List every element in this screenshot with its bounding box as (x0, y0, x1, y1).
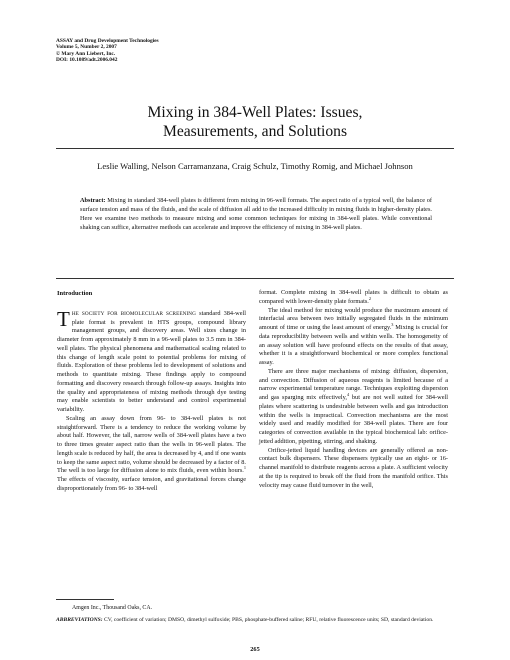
abstract-label: Abstract: (80, 197, 106, 204)
intro-paragraph-6: Orifice-jetted liquid handling devices are generally offered as non-contact bulk dispensers. These dispensers typically use an eight- or 16-channel manifold to distribute reagents across a plate. A sufficient velocity at the tip is required to break off the fluid from the manifold orifice. This velocity may cause fluid turnover in the well, (259, 446, 448, 489)
small-caps-text: HE SOCIETY FOR BIOMOLECULAR SCREENING (71, 310, 196, 317)
page-number: 265 (250, 646, 260, 653)
intro-paragraph-3-text: format. Complete mixing in 384-well plates is difficult to obtain as compared with lower-density plate formats. (259, 289, 448, 305)
abstract-text: Mixing in standard 384-well plates is different from mixing in 96-well formats. The aspect ratio of a typical well, the balance of surface tension and mass of the fluids, and the scale of diffusion all add to the increased difficulty in mixing fluids in higher-density plates. Here we examine two methods to measure mixing and some common techniques for mixing in 384-well plates. While conventional shaking can suffice, alternative methods can accelerate and improve the efficiency of mixing in 384-well plates. (80, 197, 432, 231)
intro-paragraph-5 (259, 368, 448, 447)
title-line-2: Measurements, and Solutions (162, 123, 348, 140)
reference-2: 2 (368, 295, 372, 301)
intro-paragraph-3 (259, 289, 448, 307)
reference-3: 3 (391, 321, 394, 327)
abstract (80, 197, 432, 233)
drop-cap: T (57, 306, 70, 331)
intro-heading: Introduction (57, 290, 93, 297)
intro-paragraph-2-tail: The effects of viscosity, surface tension, and gravitational forces change disproportionately from 96- to 384-well (57, 476, 246, 492)
right-column (259, 289, 448, 490)
article-title (60, 103, 450, 141)
abstract-divider (56, 278, 454, 279)
journal-info (56, 38, 256, 63)
intro-paragraph-2 (57, 415, 246, 494)
title-line-1: Mixing in 384-Well Plates: Issues, (147, 104, 363, 121)
intro-paragraph-1 (57, 306, 246, 415)
reference-1: 1 (243, 465, 246, 471)
abbreviations (56, 617, 454, 624)
intro-paragraph-4-text: The ideal method for mixing would produce the maximum amount of interfacial area between two initially segregated fluids in the minimum amount of time or using the least amount of energy. (259, 306, 448, 331)
author-list: Leslie Walling, Nelson Carramanzana, Craig Schulz, Timothy Romig, and Michael Johnson (97, 161, 413, 171)
journal-copyright: © Mary Ann Liebert, Inc. (56, 50, 116, 57)
intro-paragraph-1-text: standard 384-well plate format is prevalent in HTS groups, compound library management groups, and discovery areas. Well sizes change in diameter from approximately 8 mm in a 96-well plates to 3.5 mm in 384-well plates. The physical phenomena and mathematical scaling related to this change of length scale point to potential problems for mixing of fluids. Exploration of these problems led to development of solutions and methods to quantitate mixing. These findings apply to compound formatting and discovery research through follow-up assays. Insights into the quality and appropriateness of mixing methods through dye testing may enable scientists to better understand and control experimental variability. (57, 309, 246, 413)
left-column (57, 290, 246, 494)
intro-paragraph-2-text: Scaling an assay down from 96- to 384-well plates is not straightforward. There is a tendency to reduce the working volume by about half. However, the tall, narrow wells of 384-well plates have a two to three times greater aspect ratio than the wells in 96-well plates. The length scale is reduced by half, the area is decreased by 4, and if one wants to keep the same aspect ratio, volume should be decreased by a factor of 8. The well is too large for diffusion alone to mix fluids, even within hours. (57, 414, 246, 475)
intro-paragraph-4-tail: Mixing is crucial for data reproducibility between wells and within wells. The homogeneity of an assay solution will have profound effects on the results of that assay, whether it is a straightforward biochemical or more complex functional assay. (259, 324, 448, 366)
journal-doi: DOI: 10.1089/adt.2006.042 (56, 56, 118, 63)
title-divider (56, 148, 454, 149)
journal-name: ASSAY and Drug Development Technologies (56, 38, 159, 44)
affiliation: Amgen Inc., Thousand Oaks, CA. (72, 605, 153, 611)
intro-paragraph-5-tail: but are not well suited for 384-well plates where scattering is undesirable between wells and gas introduction within the wells is impractical. Convection mechanisms are the most widely used and readily modified for 384-well plates. There are four categories of convection available in the typical biochemical lab: orifice-jetted addition, pipetting, stirring, and shaking. (259, 394, 448, 445)
abbreviations-label: ABBREVIATIONS: (56, 617, 103, 623)
intro-paragraph-5-text: There are three major mechanisms of mixing: diffusion, dispersion, and convection. Diffusion of aqueous reagents is limited because of a narrow experimental temperature range. Techniques exploiting dispersion and gas sparging mix effectively, (259, 367, 448, 401)
abbreviations-text: CV, coefficient of variation; DMSO, dimethyl sulfoxide; PBS, phosphate-buffered saline; RFU, relative fluorescence units; SD, standard deviation. (102, 617, 434, 623)
journal-volume: Volume 5, Number 2, 2007 (56, 44, 117, 51)
intro-paragraph-4 (259, 307, 448, 368)
reference-4: 4 (346, 391, 350, 397)
footnote-divider (56, 599, 114, 600)
